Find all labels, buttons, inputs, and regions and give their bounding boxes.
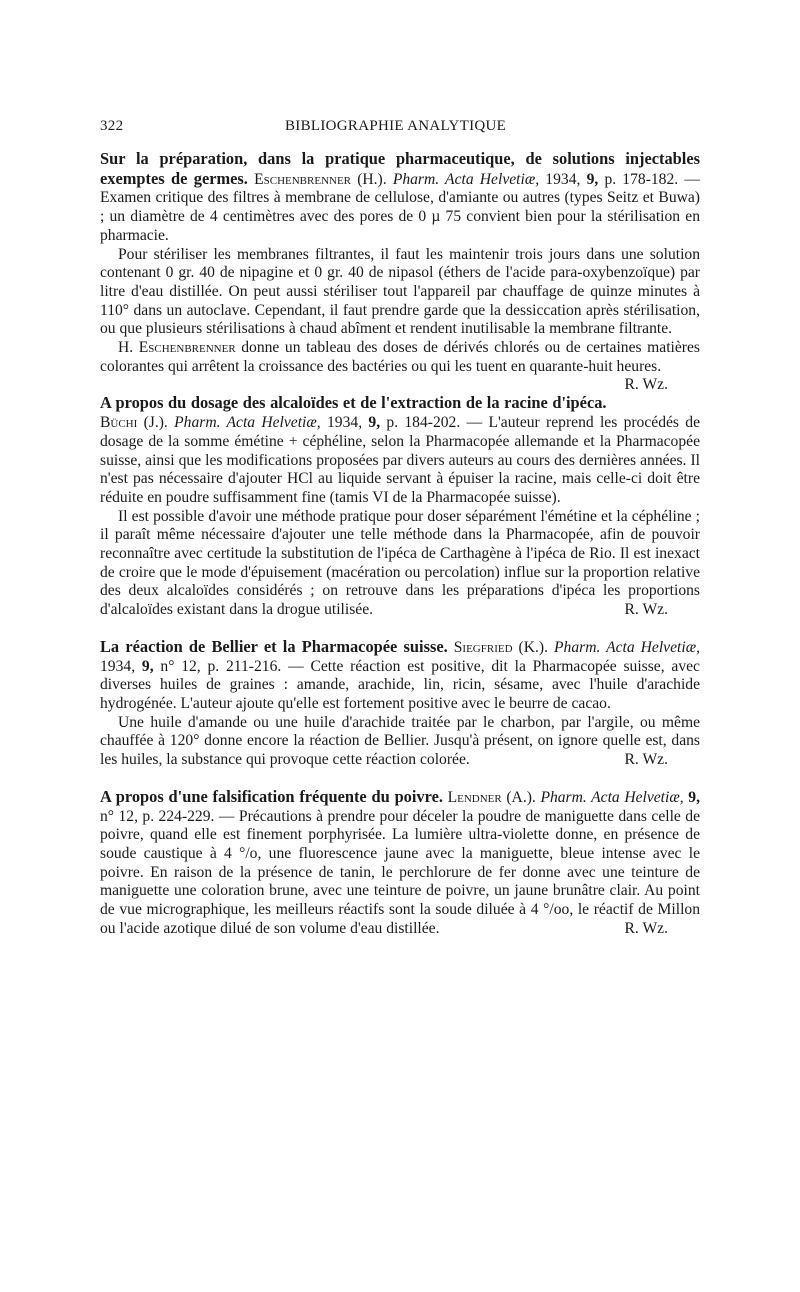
article-author: Eschenbrenner (H.). [254, 170, 387, 188]
page-number: 322 [100, 118, 124, 134]
article-journal: Pharm. Acta Helvetiæ, [554, 638, 700, 656]
page-body [100, 150, 700, 956]
article-signature: R. Wz. [624, 601, 668, 619]
article-3 [100, 638, 700, 770]
article-volume: 9, [368, 414, 381, 432]
article-pages: p. 184-202. [386, 414, 461, 432]
article-title: La réaction de Bellier et la Pharmacopée suisse. [100, 636, 448, 656]
article-paragraph [100, 150, 700, 246]
article-paragraph [100, 339, 700, 394]
article-volume: 9, [586, 170, 599, 188]
article-text: Pour stériliser les membranes filtrantes, il faut les maintenir trois jours dans une solution contenant 0 gr. 40 de nipagine et 0 gr. 40 de nipasol (éthers de l'acide para-oxybenzoïque) par litre d'eau distillée. On peut aussi stériliser tout l'appareil par chauffage de quinze minutes à 110° dans un autoclave. Cependant, il faut prendre garde que la dessiccation après stérilisation, ou que plusieurs stérilisations à chaud abîment et rendent inutilisable la membrane filtrante. [100, 245, 700, 338]
article-text: Une huile d'amande ou une huile d'arachide traitée par le charbon, par l'argile, ou même chauffée à 120° donne encore la réaction de Bellier. Jusqu'à présent, on ignore quelle est, dans les huiles, la substance qui provoque cette réaction colorée. [100, 713, 700, 769]
article-signature: R. Wz. [624, 376, 668, 394]
article-paragraph [100, 788, 700, 939]
article-volume: 9, [688, 788, 700, 806]
article-author: Büchi (J.). [100, 414, 168, 432]
article-title: A propos d'une falsification fréquente du poivre. [100, 786, 443, 806]
article-paragraph [100, 508, 700, 620]
article-volume: 9, [141, 657, 154, 675]
article-year: 1934, [327, 414, 363, 432]
article-author: Lendner (A.). [447, 788, 536, 806]
article-2 [100, 394, 700, 619]
article-text: donne un tableau des doses de dérivés chlorés ou de certaines matières colorantes qui arrêtent la croissance des bactéries ou qui les tuent en quarante-huit heures. [100, 339, 700, 375]
article-year: 1934, [100, 657, 136, 675]
article-year: 1934, [545, 170, 581, 188]
article-text: — Cette réaction est positive, dit la Pharmacopée suisse, avec diverses huiles de graines : amande, arachide, lin, ricin, sésame, avec l'huile d'arachide hydrogénée. L'auteur ajoute qu'elle est fortement positive avec le beurre de cacao. [100, 657, 700, 712]
article-text: — L'auteur reprend les procédés de dosage de la somme émétine + céphéline, selon la Pharmacopée allemande et la Pharmacopée suisse, ainsi que les modifications proposées par divers auteurs au cours des dernières années. Il n'est pas nécessaire d'ajouter HCl au liquide servant à épuiser la racine, mais celle-ci doit être réduite en poudre suffisamment fine (tamis VI de la Pharmacopée suisse). [100, 414, 700, 506]
page-header [100, 118, 700, 138]
article-signature: R. Wz. [624, 751, 668, 769]
article-author: Siegfried (K.). [453, 638, 548, 656]
article-paragraph [100, 714, 700, 770]
article-paragraph [100, 394, 700, 507]
article-1 [100, 149, 700, 394]
article-journal: Pharm. Acta Helvetiæ, [392, 170, 540, 188]
article-text: — Précautions à prendre pour déceler la poudre de maniguette dans celle de poivre, quand elle est finement porphyrisée. La lumière ultra-violette donne, en présence de soude caustique à 4 °/o, une fluorescence jaune avec la maniguette, bleue intense avec le poivre. En raison de la présence de tanin, le perchlorure de fer donne avec une teinture de maniguette une coloration brune, avec une teinture de poivre, un jaune brunâtre clair. Au point de vue micrographique, les meilleurs réactifs sont la soude diluée à 4 °/oo, le réactif de Millon ou l'acide azotique dilué de son volume d'eau distillée. [100, 807, 700, 937]
article-pages: n° 12, p. 211-216. [160, 657, 282, 675]
running-title: BIBLIOGRAPHIE ANALYTIQUE [285, 118, 507, 134]
article-paragraph [100, 638, 700, 714]
article-pages: p. 178-182. [604, 170, 679, 188]
article-signature: R. Wz. [624, 919, 668, 937]
article-title: A propos du dosage des alcaloïdes et de l'extraction de la racine d'ipéca. [100, 393, 607, 413]
article-journal: Pharm. Acta Helvetiæ, [174, 414, 321, 432]
article-text: Il est possible d'avoir une méthode pratique pour doser séparément l'émétine et la céphéline ; il paraît même nécessaire d'ajouter une telle méthode dans la Pharmacopée, afin de pouvoir reconnaître avec certitude la substitution de l'ipéca de Carthagène à l'ipéca de Rio. Il est inexact de croire que le mode d'épuisement (macération ou percolation) influe sur la proportion relative des deux alcaloïdes considérés ; on retrouve dans les préparations d'ipéca les proportions d'alcaloïdes existant dans la drogue utilisée. [100, 507, 700, 619]
article-journal: Pharm. Acta Helvetiæ, [540, 788, 684, 806]
article-pages: n° 12, p. 224-229. [100, 807, 215, 825]
article-text: — Examen critique des filtres à membrane de cellulose, d'amiante ou autres (types Seitz et Buwa) ; un diamètre de 4 centimètres avec des pores de 0 µ 75 convient bien pour la stérilisation en pharmacie. [100, 170, 700, 244]
article-4 [100, 788, 700, 939]
article-author-mention: H. Eschenbrenner [118, 339, 236, 357]
article-title: Sur la préparation, dans la pratique pharmaceutique, de solutions injectables exemptes de germes. [100, 149, 700, 188]
